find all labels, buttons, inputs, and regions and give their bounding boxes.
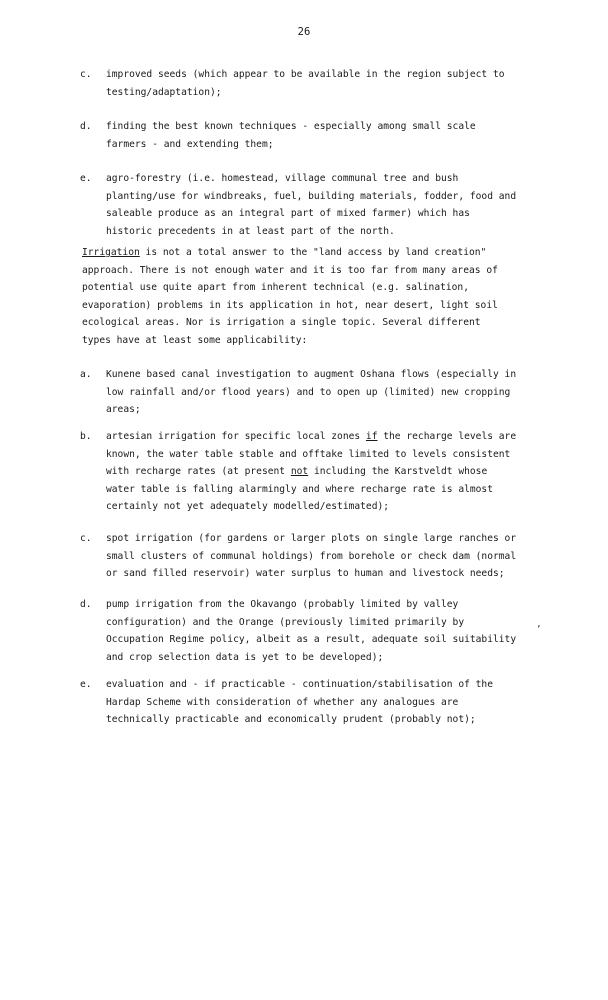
item-text-part: including the Karstveldt whose water table is falling alarmingly and where recharge rate is almost certainly not yet adequately modelled/estimated); (106, 466, 493, 512)
item-letter: a. (80, 369, 92, 380)
item-text: evaluation and - if practicable - continuation/stabilisation of the Hardap Scheme with consideration of whether any analogues are technically practicable and economically prudent (probably not); (106, 679, 493, 725)
item-text: Kunene based canal investigation to augment Oshana flows (especially in low rainfall and/or flood years) and to open up (limited) new cropping areas; (106, 369, 517, 415)
item-text-part: artesian irrigation for specific local zones (106, 431, 366, 442)
item-letter: c. (80, 533, 92, 544)
list-item-c-seeds (80, 66, 542, 101)
list-item-c-spot-irrigation (80, 530, 542, 583)
irrigation-paragraph (82, 244, 544, 349)
underlined-if: if (365, 431, 378, 442)
item-letter: e. (80, 173, 92, 184)
list-item-d-techniques (80, 118, 542, 153)
list-item-e-hardap (80, 676, 542, 729)
list-item-b-artesian (80, 428, 542, 516)
list-item-e-agroforestry (80, 170, 542, 240)
item-text: pump irrigation from the Okavango (probably limited by valley configuration) and the Orange (previously limited primarily by Occupation Regime policy, albeit as a result, adequate soil suitability and crop selection data is yet to be developed); (106, 599, 517, 663)
irrigation-paragraph-text: is not a total answer to the "land access by land creation" approach. There is not enough water and it is too far from many areas of potential use quite apart from inherent technical (e.g. salination, evaporation) problems in its application in hot, near desert, light soil ecological areas. Nor is irrigation a single topic. Several different types have at least some applicability: (82, 247, 498, 346)
item-letter: c. (80, 69, 92, 80)
item-letter: d. (80, 599, 92, 610)
page-number: 26 (297, 26, 311, 38)
item-text: spot irrigation (for gardens or larger plots on single large ranches or small clusters of communal holdings) from borehole or check dam (normal or sand filled reservoir) water surplus to human and livestock needs; (106, 533, 517, 579)
item-letter: b. (80, 431, 92, 442)
list-item-a-kunene (80, 366, 542, 419)
list-item-d-pump-irrigation (80, 596, 542, 666)
item-text: improved seeds (which appear to be available in the region subject to testing/adaptation); (106, 69, 505, 98)
item-text: agro-forestry (i.e. homestead, village communal tree and bush planting/use for windbreaks, fuel, building materials, fodder, food and saleable produce as an integral part of mixed farmer) which has historic precedents in at least part of the north. (106, 173, 517, 237)
item-letter: d. (80, 121, 92, 132)
margin-mark: ’ (536, 625, 542, 635)
underlined-not: not (290, 466, 309, 477)
irrigation-heading-word: Irrigation (82, 247, 140, 258)
item-letter: e. (80, 679, 92, 690)
item-text-part: the recharge levels are known, the water table stable and offtake limited to levels consistent with recharge rates (at present (106, 431, 517, 477)
item-text: finding the best known techniques - especially among small scale farmers - and extending them; (106, 121, 476, 150)
